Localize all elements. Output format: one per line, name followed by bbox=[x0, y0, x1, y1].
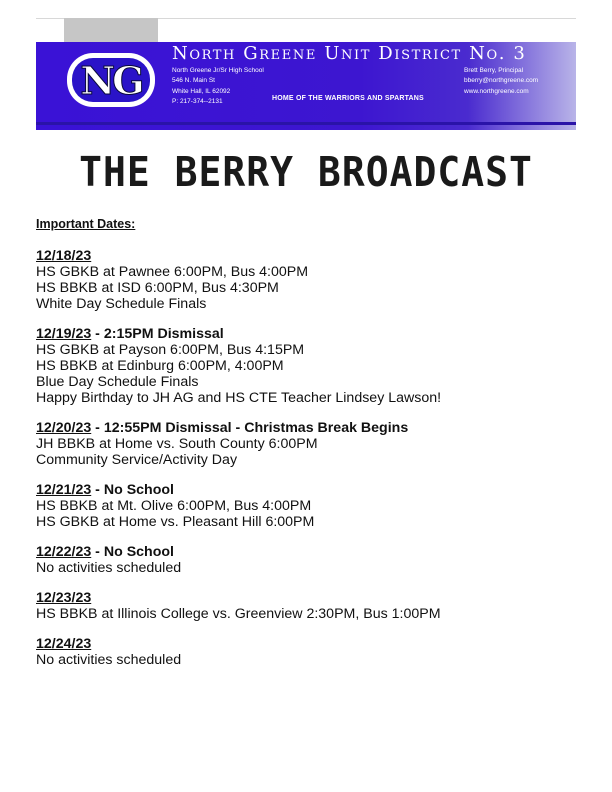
date-line bbox=[36, 590, 576, 606]
section-heading: Important Dates: bbox=[36, 217, 136, 231]
date-line bbox=[36, 420, 576, 436]
principal-email: bberry@northgreene.com bbox=[464, 77, 539, 85]
date-entry bbox=[36, 482, 576, 530]
date-entry bbox=[36, 248, 576, 312]
event-line: Community Service/Activity Day bbox=[36, 452, 238, 468]
date-list bbox=[36, 248, 576, 668]
date-line bbox=[36, 326, 576, 342]
phone-number: P: 217-374--2131 bbox=[172, 98, 223, 106]
date-line bbox=[36, 248, 576, 264]
district-motto: HOME OF THE WARRIORS AND SPARTANS bbox=[272, 95, 424, 102]
address-line: 546 N. Main St bbox=[172, 77, 215, 85]
entry-date: 12/18/23 bbox=[36, 248, 92, 264]
district-website: www.northgreene.com bbox=[464, 87, 529, 95]
newsletter-title: THE BERRY BROADCAST bbox=[79, 148, 533, 196]
entry-date: 12/21/23 bbox=[36, 482, 92, 498]
entry-date: 12/20/23 bbox=[36, 420, 92, 436]
logo-lettering: NG bbox=[80, 58, 142, 103]
letterhead bbox=[36, 18, 576, 130]
date-line bbox=[36, 636, 576, 652]
entry-date: 12/22/23 bbox=[36, 544, 92, 560]
school-address bbox=[172, 66, 264, 108]
event-line: HS BBKB at Edinburg 6:00PM, 4:00PM bbox=[36, 358, 284, 374]
date-entry bbox=[36, 544, 576, 576]
event-line: HS GBKB at Payson 6:00PM, Bus 4:15PM bbox=[36, 342, 305, 358]
event-line: HS BBKB at Mt. Olive 6:00PM, Bus 4:00PM bbox=[36, 498, 312, 514]
district-name: North Greene Unit District No. 3 bbox=[172, 43, 527, 64]
event-line: Happy Birthday to JH AG and HS CTE Teacher Lindsey Lawson! bbox=[36, 390, 442, 406]
important-dates bbox=[36, 216, 576, 682]
address-line: White Hall, IL 62092 bbox=[172, 87, 231, 95]
principal-contact bbox=[464, 66, 538, 97]
event-line: HS BBKB at ISD 6:00PM, Bus 4:30PM bbox=[36, 280, 279, 296]
date-line bbox=[36, 544, 576, 560]
event-line: Blue Day Schedule Finals bbox=[36, 374, 199, 390]
entry-note: - No School bbox=[91, 544, 174, 560]
event-line: No activities scheduled bbox=[36, 652, 182, 668]
date-entry bbox=[36, 420, 576, 468]
event-line: No activities scheduled bbox=[36, 560, 182, 576]
school-logo bbox=[66, 52, 156, 108]
entry-note: - No School bbox=[91, 482, 174, 498]
principal-name: Brett Berry, Principal bbox=[464, 67, 524, 74]
entry-date: 12/24/23 bbox=[36, 636, 92, 652]
date-entry bbox=[36, 326, 576, 406]
entry-date: 12/19/23 bbox=[36, 326, 92, 342]
letterhead-divider bbox=[36, 122, 576, 125]
date-entry bbox=[36, 590, 576, 622]
event-line: HS GBKB at Pawnee 6:00PM, Bus 4:00PM bbox=[36, 264, 309, 280]
event-line: JH BBKB at Home vs. South County 6:00PM bbox=[36, 436, 318, 452]
event-line: White Day Schedule Finals bbox=[36, 296, 207, 312]
date-line bbox=[36, 482, 576, 498]
event-line: HS GBKB at Home vs. Pleasant Hill 6:00PM bbox=[36, 514, 315, 530]
entry-date: 12/23/23 bbox=[36, 590, 92, 606]
entry-note: - 12:55PM Dismissal - Christmas Break Begins bbox=[91, 420, 409, 436]
date-entry bbox=[36, 636, 576, 668]
event-line: HS BBKB at Illinois College vs. Greenview 2:30PM, Bus 1:00PM bbox=[36, 606, 441, 622]
entry-note: - 2:15PM Dismissal bbox=[91, 326, 224, 342]
address-line: North Greene Jr/Sr High School bbox=[172, 67, 264, 74]
